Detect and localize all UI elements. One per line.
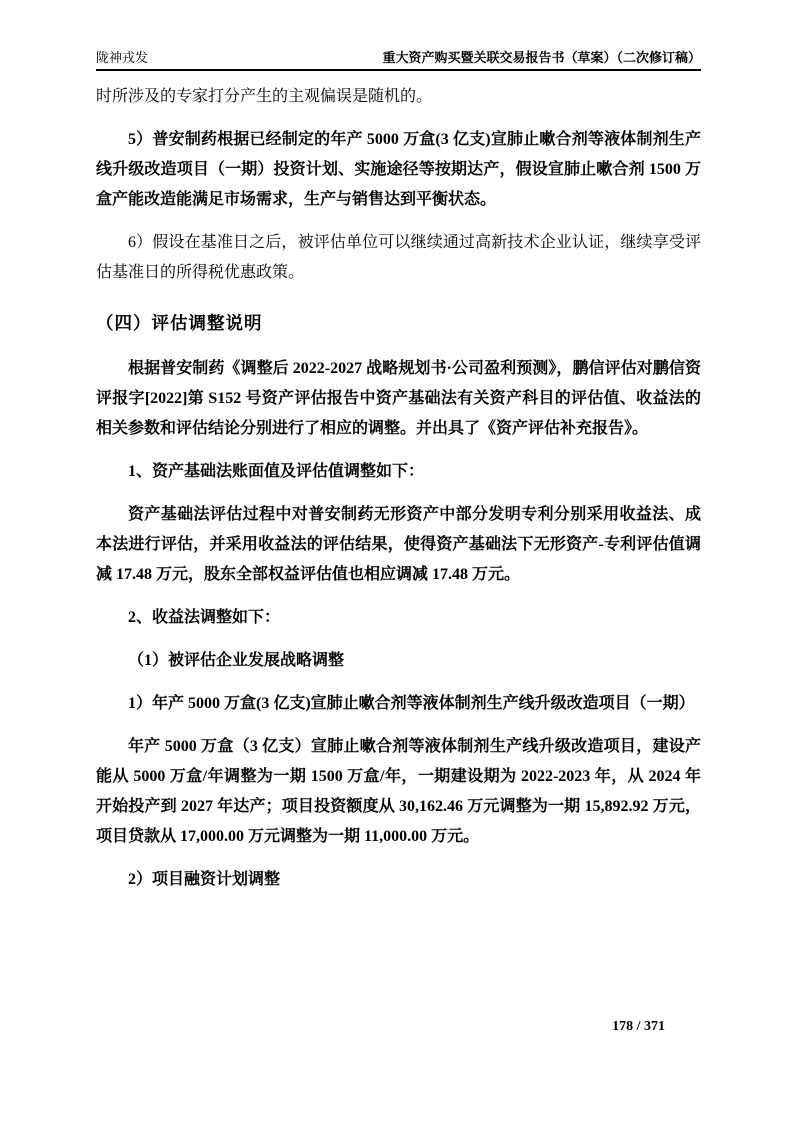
page-number: 178 / 371 bbox=[612, 1019, 665, 1034]
paragraph: 5）普安制药根据已经制定的年产 5000 万盒(3 亿支)宣肺止嗽合剂等液体制剂生产线升级改造项目（一期）投资计划、实施途径等按期达产，假设宣肺止嗽合剂 1500 万盒产能改造能满足市场需求，生产与销售达到平衡状态。 bbox=[96, 131, 701, 208]
header-company-name: 陇神戎发 bbox=[96, 50, 149, 65]
paragraph: 根据普安制药《调整后 2022-2027 战略规划书·公司盈利预测》，鹏信评估对鹏信资评报字[2022]第 S152 号资产评估报告中资产基础法有关资产科目的评估值、收益法的相关参数和评估结论分别进行了相应的调整。并出具了《资产评估补充报告》。 bbox=[96, 360, 701, 437]
page-header bbox=[96, 50, 701, 71]
list-item-heading: 1）年产 5000 万盒(3 亿支)宣肺止嗽合剂等液体制剂生产线升级改造项目（一期） bbox=[128, 695, 695, 712]
list-item-heading: （1）被评估企业发展战略调整 bbox=[128, 652, 345, 669]
header-report-title: 重大资产购买暨关联交易报告书（草案）（二次修订稿） bbox=[382, 50, 701, 65]
list-item-heading: 1、资产基础法账面值及评估值调整如下： bbox=[128, 463, 425, 480]
list-item-heading: 2）项目融资计划调整 bbox=[128, 871, 281, 888]
paragraph: 时所涉及的专家打分产生的主观偏误是随机的。 bbox=[96, 88, 433, 105]
section-heading: （四）评估调整说明 bbox=[96, 313, 263, 333]
paragraph: 资产基础法评估过程中对普安制药无形资产中部分发明专利分别采用收益法、成本法进行评估，并采用收益法的评估结果，使得资产基础法下无形资产-专利评估值调减 17.48 万元，股东全部权益评估值也相应调减 17.48 万元。 bbox=[96, 506, 701, 583]
list-item-heading: 2、收益法调整如下： bbox=[128, 609, 281, 626]
paragraph: 年产 5000 万盒（3 亿支）宣肺止嗽合剂等液体制剂生产线升级改造项目，建设产能从 5000 万盒/年调整为一期 1500 万盒/年，一期建设期为 2022-2023 年，从 2024 年开始投产到 2027 年达产；项目投资额度从 30,162.46 万元调整为一期 15,892.92 万元，项目贷款从 17,000.00 万元调整为一期 11,000.00 万元。 bbox=[96, 738, 701, 845]
paragraph: 6）假设在基准日之后，被评估单位可以继续通过高新技术企业认证，继续享受评估基准日的所得税优惠政策。 bbox=[96, 234, 701, 281]
document-body bbox=[96, 82, 701, 908]
